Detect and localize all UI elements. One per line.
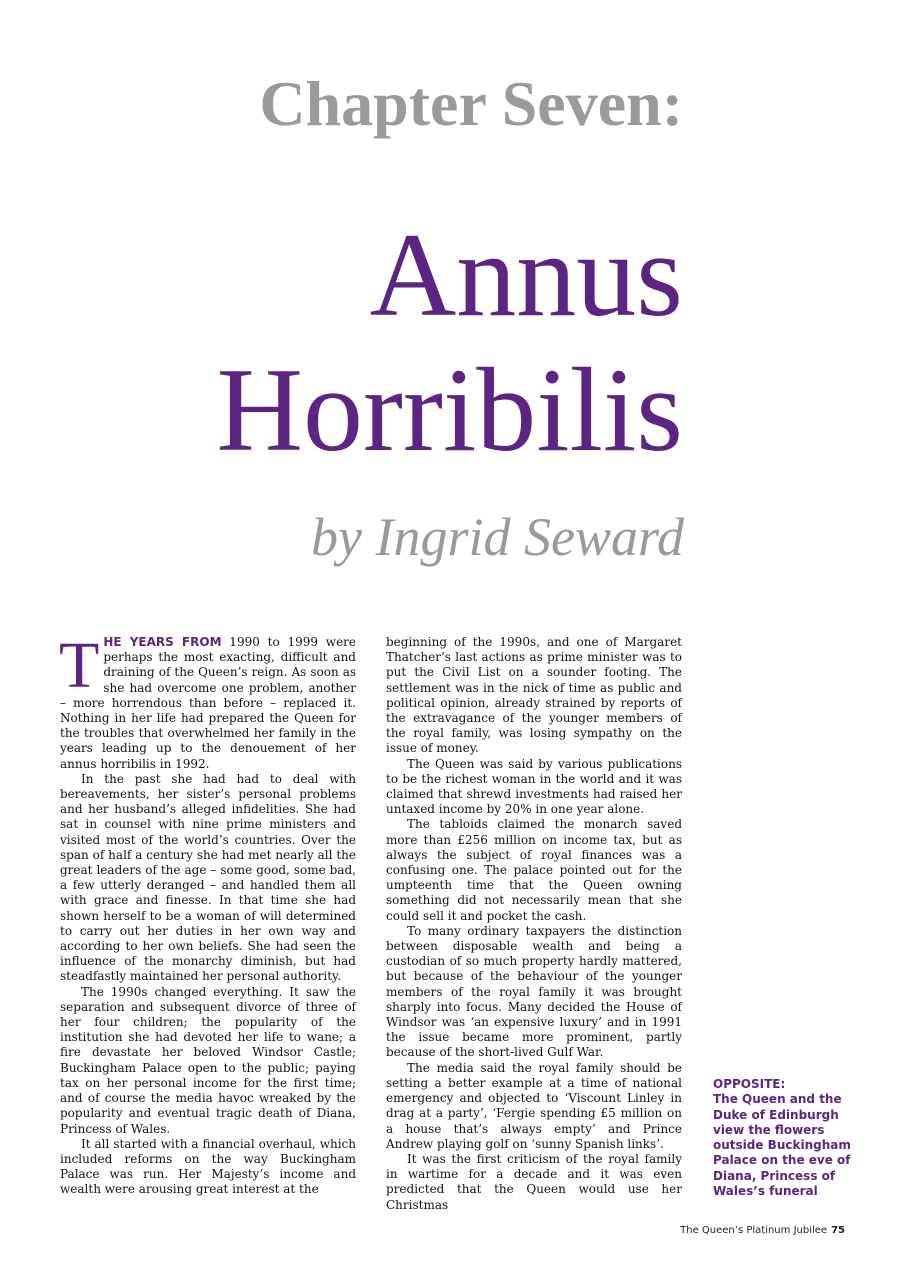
article-paragraph: The media said the royal family should be setting a better example at a time of national emergency and objected to ‘Viscount Linley in drag at a party’, ‘Fergie spending £5 million on a house that’s always empty’ and Prince Andrew playing golf on ‘sunny Spanish links’. [386, 1060, 682, 1151]
title-line-1: Annus [369, 208, 683, 341]
chapter-heading: Chapter Seven: [259, 68, 683, 139]
article-paragraph: To many ordinary taxpayers the distinction between disposable wealth and being a custodian of so much property hardly mattered, but because of the behaviour of the younger members of the royal family it was brought sharply into focus. Many decided the House of Windsor was ‘an expensive luxury’ and in 1991 the issue became more prominent, partly because of the short-lived Gulf War. [386, 923, 682, 1060]
publication-name: The Queen’s Platinum Jubilee [680, 1225, 828, 1236]
article-paragraph: The tabloids claimed the monarch saved more than £256 million on income tax, but as always the subject of royal finances was a confusing one. The palace pointed out for the umpteenth time that the Queen owning something did not necessarily mean that she could sell it and pocket the cash. [386, 817, 682, 923]
article-paragraph: The Queen was said by various publications to be the richest woman in the world and it was claimed that shrewd investments had raised her untaxed income by 20% in one year alone. [386, 756, 682, 817]
page-footer [680, 1225, 845, 1236]
article-paragraph: In the past she had had to deal with bereavements, her sister’s personal problems and her husband’s alleged infidelities. She had sat in counsel with nine prime ministers and visited most of the world’s countries. Over the span of half a century she had met nearly all the great leaders of the age – some good, some bad, a few utterly deranged – and handled them all with grace and finesse. In that time she had shown herself to be a woman of will determined to carry out her duties in her own way and according to her own beliefs. She had seen the influence of the monarchy diminish, but had steadfastly maintained her personal authority. [60, 771, 356, 984]
article-paragraph: It was the first criticism of the royal family in wartime for a decade and it was even predicted that the Queen would use her Christmas [386, 1151, 682, 1212]
page-number: 75 [831, 1225, 845, 1236]
article-paragraph: It all started with a financial overhaul, which included reforms on the way Buckingham Palace was run. Her Majesty’s income and wealth were arousing great interest at the [60, 1136, 356, 1197]
paragraph-text: 1990 to 1999 were perhaps the most exacting, difficult and draining of the Queen’s reign. As soon as she had overcome one problem, another – more horrendous than before – replaced it. Nothing in her life had prepared the Queen for the troubles that overwhelmed her family in the years leading up to the denouement of her annus horribilis in 1992. [60, 635, 357, 771]
lead-in: HE YEARS FROM [103, 635, 222, 649]
article-paragraph: The 1990s changed everything. It saw the separation and subsequent divorce of three of her four children; the popularity of the institution she had devoted her life to wane; a fire devastate her beloved Windsor Castle; Buckingham Palace open to the public; paying tax on her personal income for the first time; and of course the media havoc wreaked by the popularity and eventual tragic death of Diana, Princess of Wales. [60, 984, 356, 1136]
caption-text: The Queen and the Duke of Edinburgh view the flowers outside Buckingham Palace on the eve of Diana, Princess of Wales’s funeral [713, 1092, 851, 1199]
author-byline: by Ingrid Seward [311, 507, 684, 567]
article-column-1 [59, 629, 357, 1201]
drop-cap: T [59, 629, 100, 702]
article-paragraph [59, 629, 357, 772]
article-paragraph: beginning of the 1990s, and one of Margaret Thatcher’s last actions as prime minister was to put the Civil List on a sounder footing. The settlement was in the nick of time as public and political opinion, already strained by reports of the extravagance of the younger members of the royal family, was losing sympathy on the issue of money. [386, 635, 682, 756]
article-column-2 [386, 635, 682, 1212]
caption-label: OPPOSITE: [713, 1077, 786, 1091]
photo-caption [713, 1077, 863, 1199]
title-line-2: Horribilis [216, 343, 683, 476]
